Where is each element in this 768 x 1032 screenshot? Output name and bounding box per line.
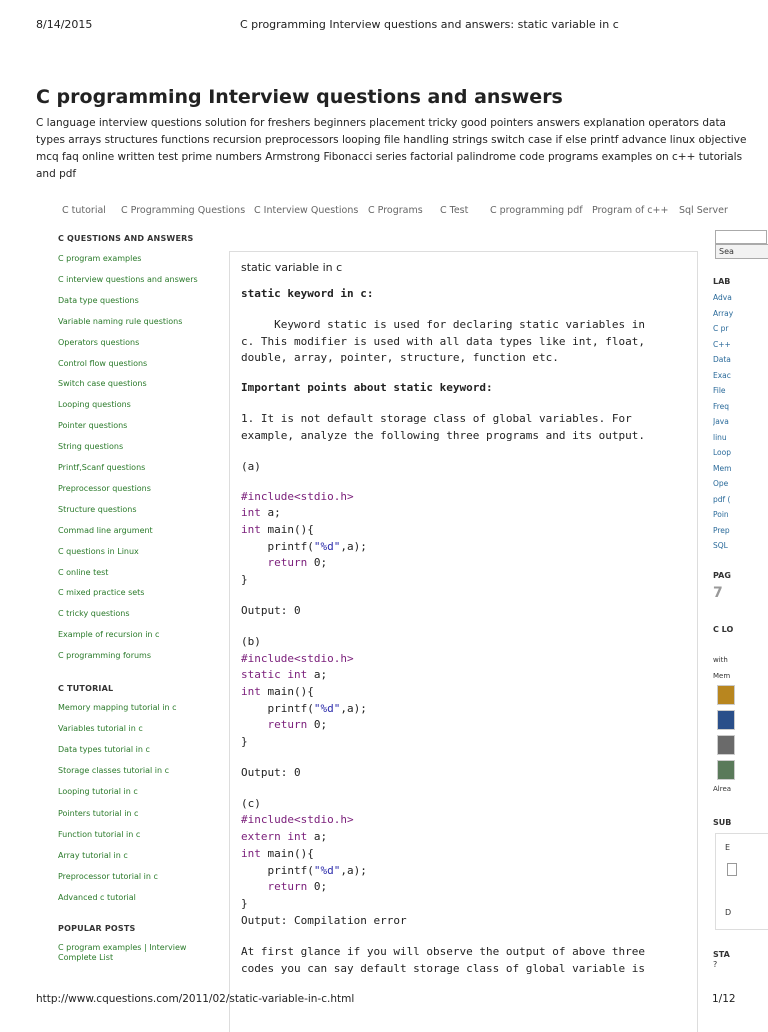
nav-item-c-programming-pdf[interactable]: C programming pdf [490,205,583,216]
code-include: #include<stdio.h> [241,813,354,826]
label-link[interactable]: Ope [713,479,729,488]
sidebar-question-link[interactable]: Commad line argument [58,525,153,535]
sidebar-tutorial-link[interactable]: Preprocessor tutorial in c [58,871,158,881]
code-keyword: static int [241,668,308,681]
subscribe-label-e: E [725,843,731,852]
code-text: a; [260,506,281,519]
label-link[interactable]: C++ [713,339,731,349]
code-printf [241,540,367,553]
nav-item-c-tutorial[interactable]: C tutorial [62,205,106,216]
code-main [241,847,314,860]
print-title: C programming Interview questions and answers: static variable in c [240,18,619,31]
search-button[interactable]: Sea [715,244,768,259]
post-para-line: example, analyze the following three programs and its output. [241,429,645,442]
code-keyword: int [241,847,261,860]
code-declaration [241,830,327,843]
code-label-c: (c) [241,797,261,810]
code-text: main(){ [260,523,314,536]
sidebar-question-link[interactable]: C online test [58,567,109,577]
sidebar-question-link[interactable]: Preprocessor questions [58,483,151,493]
label-link[interactable]: Data [713,355,731,364]
label-link[interactable]: linu [713,432,727,442]
sidebar-tutorial-link[interactable]: Looping tutorial in c [58,787,138,797]
sidebar-question-link[interactable]: Control flow questions [58,358,148,368]
already-member-text: Alrea [713,785,732,793]
member-avatar[interactable] [717,760,735,780]
search-input[interactable] [715,230,767,244]
code-text: main(){ [260,685,314,698]
sidebar-question-link[interactable]: Variable naming rule questions [58,316,183,326]
code-output-a: Output: 0 [241,604,301,617]
post-para-line: Keyword static is used for declaring static variables in [241,318,645,331]
code-text: 0; [307,880,328,893]
print-date: 8/14/2015 [36,18,93,31]
pageviews-title: PAG [713,571,731,580]
code-close: } [241,735,248,748]
label-link[interactable]: Loop [713,448,731,457]
code-keyword: int [241,506,261,519]
code-keyword: int [241,685,261,698]
code-string: "%d" [313,702,341,715]
code-keyword: return [241,718,308,731]
sidebar-question-link[interactable]: Looping questions [58,400,131,410]
code-return [241,556,327,569]
member-avatar[interactable] [717,685,735,705]
subscribe-label-d: D [725,908,732,917]
code-declaration [241,506,281,519]
members-text: Mem [713,672,731,680]
site-description: C language interview questions solution for freshers beginners placement tricky good pointers answers explanation operators data types arrays structures functions recursion preprocessors looping file handling strings switch case if else printf advance linux objective mcq faq online written test prime numbers Armstrong Fibonacci series factorial palindrome code programs examples on c++ tutorials and pdf [36,117,747,180]
member-avatar[interactable] [717,735,735,755]
code-include: #include<stdio.h> [241,490,354,503]
label-link[interactable]: File [713,386,726,395]
code-keyword: int [241,523,261,536]
code-return [241,880,327,893]
code-string: "%d" [313,540,341,553]
popular-post-link[interactable]: C program examples | Interview Complete List [58,943,187,962]
nav-item-c-programs[interactable]: C Programs [368,205,423,216]
code-output-b: Output: 0 [241,766,301,779]
label-link[interactable]: Poin [713,510,729,519]
sidebar-tutorial-link[interactable]: Memory mapping tutorial in c [58,703,177,712]
code-printf [241,864,367,877]
subscribe-checkbox[interactable] [727,863,737,876]
post-heading-static-keyword: static keyword in c: [241,287,374,300]
post-para-line: 1. It is not default storage class of global variables. For [241,412,632,425]
clo-title: C LO [713,625,734,634]
label-link[interactable]: Exac [713,370,731,380]
sidebar-question-link[interactable]: Example of recursion in c [58,630,160,640]
subscribe-box [715,833,768,930]
code-label-b: (b) [241,635,261,648]
sidebar-question-link[interactable]: C programming forums [58,651,152,661]
sidebar-question-link[interactable]: Pointer questions [58,421,128,431]
post-title: static variable in c [241,261,343,274]
code-text: 0; [307,718,328,731]
sidebar-question-link[interactable]: Structure questions [58,504,137,514]
code-printf [241,702,367,715]
code-text: main(){ [260,847,314,860]
nav-item-c-test[interactable]: C Test [440,205,469,216]
star-question: ? [713,960,718,969]
post-para-line: codes you can say default storage class of global variable is [241,962,645,975]
label-link[interactable]: Mem [713,463,732,473]
sidebar-section-title-questions: C QUESTIONS AND ANSWERS [58,234,194,243]
nav-item-c-interview-questions[interactable]: C Interview Questions [254,205,359,216]
code-text: ,a); [340,540,367,553]
code-keyword: return [241,556,308,569]
nav-item-program-of-cpp[interactable]: Program of c++ [592,205,669,216]
right-sidebar [713,230,768,1010]
nav-item-c-programming-questions[interactable]: C Programming Questions [121,205,246,216]
code-label-a: (a) [241,460,261,473]
site-title[interactable]: C programming Interview questions and answers [36,86,563,108]
code-keyword: return [241,880,308,893]
label-link[interactable]: Prep [713,525,730,535]
sidebar-tutorial-link[interactable]: Advanced c tutorial [58,892,136,902]
member-avatar[interactable] [717,710,735,730]
sidebar-question-link[interactable]: C tricky questions [58,609,130,619]
sidebar-tutorial-link[interactable]: Array tutorial in c [58,850,128,860]
code-close: } [241,573,248,586]
post-para-line: At first glance if you will observe the output of above three [241,945,645,958]
code-return [241,718,327,731]
code-close: } [241,897,248,910]
sidebar-section-title-tutorial: C TUTORIAL [58,684,114,693]
labels-title: LAB [713,277,731,286]
label-link[interactable]: C pr [713,324,729,333]
footer-page-number: 1/12 [712,993,736,1005]
code-output-c: Output: Compilation error [241,914,407,927]
sidebar-section-title-popular: POPULAR POSTS [58,924,136,933]
code-text: printf( [241,864,314,877]
sidebar-question-link[interactable]: C interview questions and answers [58,274,198,284]
post-heading-important-points: Important points about static keyword: [241,381,493,394]
nav-item-sql-server[interactable]: Sql Server [679,205,728,216]
sidebar-tutorial-link[interactable]: Function tutorial in c [58,829,141,839]
sidebar-question-link[interactable]: Operators questions [58,337,140,347]
code-text: printf( [241,702,314,715]
star-title: STA [713,950,730,959]
sidebar-tutorial-link[interactable]: Data types tutorial in c [58,745,150,755]
sidebar-tutorial-link[interactable]: Variables tutorial in c [58,724,143,734]
code-declaration [241,668,327,681]
pageviews-counter: 7 [713,585,723,601]
post-para-line: double, array, pointer, structure, function etc. [241,351,559,364]
with-text: with [713,656,728,664]
sidebar-question-link[interactable]: Data type questions [58,295,139,305]
code-text: ,a); [340,864,367,877]
footer-url: http://www.cquestions.com/2011/02/static-variable-in-c.html [36,993,355,1005]
code-text: printf( [241,540,314,553]
sidebar-question-link[interactable]: Printf,Scanf questions [58,463,146,472]
label-link[interactable]: SQL [713,541,728,550]
label-link[interactable]: Freq [713,401,730,411]
code-text: a; [307,830,328,843]
label-link[interactable]: pdf ( [713,494,731,504]
sidebar-question-link[interactable]: C program examples [58,254,142,263]
sidebar-question-link[interactable]: String questions [58,442,124,452]
sidebar-question-link[interactable]: Switch case questions [58,379,147,389]
sidebar-question-link[interactable]: C questions in Linux [58,546,139,556]
code-include: #include<stdio.h> [241,652,354,665]
code-text: 0; [307,556,328,569]
code-text: a; [307,668,328,681]
post-para-line: c. This modifier is used with all data types like int, float, [241,335,645,348]
sidebar-tutorial-link[interactable]: Pointers tutorial in c [58,808,139,818]
code-main [241,685,314,698]
sidebar-tutorial-link[interactable]: Storage classes tutorial in c [58,766,169,776]
sidebar-question-link[interactable]: C mixed practice sets [58,588,145,598]
label-link[interactable]: Array [713,308,734,318]
code-main [241,523,314,536]
label-link[interactable]: Adva [713,293,732,302]
subscribe-title: SUB [713,818,732,827]
code-keyword: extern int [241,830,308,843]
label-link[interactable]: Java [713,417,729,426]
code-string: "%d" [313,864,341,877]
code-text: ,a); [340,702,367,715]
